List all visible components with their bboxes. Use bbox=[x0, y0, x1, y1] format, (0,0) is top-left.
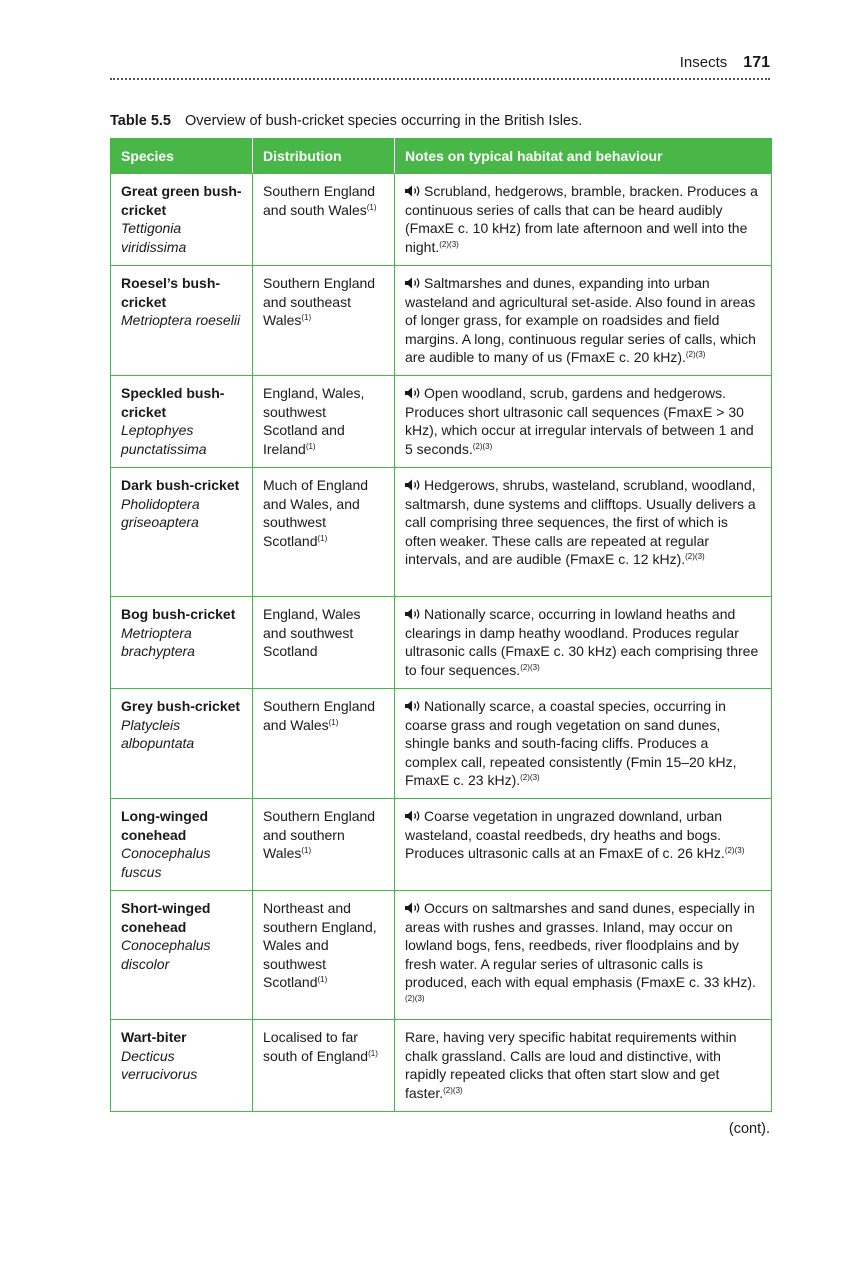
notes-text: Nationally scarce, occurring in lowland heaths and clearings in damp heathy woodland. Produces regular ultrasonic calls (FmaxE c. 30 kHz) each comprising three to four sequences. bbox=[405, 606, 759, 678]
section-title: Insects bbox=[679, 54, 728, 71]
notes-cell bbox=[395, 891, 772, 1020]
species-cell bbox=[111, 174, 253, 266]
distribution-text: Southern England and south Wales bbox=[263, 183, 376, 218]
distribution-text: Southern England and southeast Wales bbox=[263, 275, 376, 329]
common-name: Great green bush-cricket bbox=[121, 183, 242, 218]
common-name: Wart-biter bbox=[121, 1029, 187, 1045]
notes-text: Open woodland, scrub, gardens and hedgerows. Produces short ultrasonic call sequences (FmaxE > 30 kHz), which occur at irregular intervals of between 1 and 5 seconds. bbox=[405, 385, 754, 457]
notes-text: Coarse vegetation in ungrazed downland, urban wasteland, coastal reedbeds, dry heaths and bogs. Produces ultrasonic calls at an FmaxE of c. 26 kHz. bbox=[405, 808, 725, 862]
notes-cell bbox=[395, 376, 772, 468]
common-name: Short-winged conehead bbox=[121, 900, 211, 935]
latin-name: Decticus verrucivorus bbox=[121, 1047, 198, 1083]
notes-ref: (2)(3) bbox=[443, 1085, 463, 1095]
latin-name: Metrioptera brachyptera bbox=[121, 624, 195, 660]
latin-name: Tettigonia viridissima bbox=[121, 220, 187, 255]
distribution-text: Much of England and Wales, and southwest Scotland bbox=[263, 477, 369, 549]
speaker-icon bbox=[405, 902, 422, 914]
speaker-icon bbox=[405, 810, 422, 822]
species-cell bbox=[111, 891, 253, 1020]
distribution-text: England, Wales and southwest Scotland bbox=[263, 606, 361, 660]
notes-ref: (2)(3) bbox=[520, 773, 540, 783]
notes-text: Nationally scarce, a coastal species, occurring in coarse grass and rough vegetation on sand dunes, shingle banks and south-facing cliffs. Produces a complex call, repeated consistently (Fmin 15–20 kHz, FmaxE c. 23 kHz). bbox=[405, 698, 737, 789]
notes-cell bbox=[395, 174, 772, 266]
table-header-row bbox=[111, 139, 772, 174]
common-name: Grey bush-cricket bbox=[121, 698, 241, 714]
notes-ref: (2)(3) bbox=[439, 239, 459, 249]
notes-cell bbox=[395, 468, 772, 597]
notes-text: Saltmarshes and dunes, expanding into urban wasteland and agricultural set-aside. Also found in areas of longer grass, for example on roadsides and field margins. A long, continuous regular series of calls, which are audible to many of us (FmaxE c. 20 kHz). bbox=[405, 275, 756, 366]
speaker-icon bbox=[405, 387, 422, 399]
distribution-cell bbox=[253, 1020, 395, 1112]
table-row bbox=[111, 1020, 772, 1112]
latin-name: Conocephalus discolor bbox=[121, 937, 211, 972]
distribution-cell bbox=[253, 891, 395, 1020]
common-name: Speckled bush-cricket bbox=[121, 385, 225, 420]
col-header-species: Species bbox=[111, 139, 253, 174]
notes-ref: (2)(3) bbox=[724, 846, 745, 856]
distribution-text: Localised to far south of England bbox=[263, 1029, 369, 1064]
distribution-ref: (1) bbox=[305, 441, 316, 451]
latin-name: Pholidoptera griseoaptera bbox=[121, 495, 200, 531]
caption-label: Table 5.5 bbox=[110, 113, 171, 129]
distribution-ref: (1) bbox=[328, 717, 339, 727]
speaker-icon bbox=[405, 185, 422, 197]
distribution-ref: (1) bbox=[368, 1048, 378, 1058]
notes-text: Hedgerows, shrubs, wasteland, scrubland, woodland, saltmarsh, dune systems and clifftops. Usually delivers a call comprising three sequences, the first of which is often weaker. These calls are repeated at regular intervals, and are audible (FmaxE c. 12 kHz). bbox=[405, 477, 756, 568]
species-cell bbox=[111, 597, 253, 689]
species-cell bbox=[111, 376, 253, 468]
page-number: 171 bbox=[743, 54, 770, 71]
distribution-ref: (1) bbox=[301, 313, 312, 323]
speaker-icon bbox=[405, 700, 422, 712]
notes-text: Scrubland, hedgerows, bramble, bracken. Produces a continuous series of calls that can be heard audibly (FmaxE c. 10 kHz) from late afternoon and well into the night. bbox=[405, 183, 758, 255]
notes-cell bbox=[395, 799, 772, 891]
species-cell bbox=[111, 468, 253, 597]
distribution-text: Northeast and southern England, Wales and southwest Scotland bbox=[263, 900, 377, 991]
distribution-ref: (1) bbox=[317, 975, 328, 985]
distribution-cell bbox=[253, 799, 395, 891]
species-cell bbox=[111, 689, 253, 799]
notes-ref: (2)(3) bbox=[685, 350, 706, 360]
speaker-icon bbox=[405, 277, 422, 289]
notes-cell bbox=[395, 266, 772, 376]
caption-text: Overview of bush-cricket species occurring in the British Isles. bbox=[184, 113, 583, 129]
common-name: Dark bush-cricket bbox=[121, 477, 240, 493]
distribution-cell bbox=[253, 174, 395, 266]
table-row bbox=[111, 468, 772, 597]
table-row bbox=[111, 597, 772, 689]
distribution-text: Southern England and southern Wales bbox=[263, 808, 376, 862]
notes-ref: (2)(3) bbox=[520, 662, 540, 672]
distribution-ref: (1) bbox=[317, 533, 328, 543]
distribution-cell bbox=[253, 689, 395, 799]
speaker-icon bbox=[405, 608, 422, 620]
distribution-ref: (1) bbox=[366, 202, 377, 212]
common-name: Long-winged conehead bbox=[121, 808, 209, 843]
latin-name: Platycleis albopuntata bbox=[121, 716, 195, 752]
common-name: Roesel’s bush-cricket bbox=[121, 275, 221, 310]
notes-cell bbox=[395, 597, 772, 689]
notes-text: Rare, having very specific habitat requirements within chalk grassland. Calls are loud and distinctive, with rapidly repeated clicks that often start slow and get faster. bbox=[405, 1029, 737, 1101]
table-row bbox=[111, 174, 772, 266]
distribution-ref: (1) bbox=[301, 846, 312, 856]
table-row bbox=[111, 266, 772, 376]
col-header-distribution: Distribution bbox=[253, 139, 395, 174]
continued-label: (cont). bbox=[728, 1121, 770, 1137]
species-table bbox=[110, 138, 772, 1112]
distribution-cell bbox=[253, 266, 395, 376]
notes-ref: (2)(3) bbox=[405, 993, 425, 1003]
distribution-text: England, Wales, southwest Scotland and Ireland bbox=[263, 385, 365, 457]
distribution-cell bbox=[253, 468, 395, 597]
table-row bbox=[111, 891, 772, 1020]
species-cell bbox=[111, 1020, 253, 1112]
notes-text: Occurs on saltmarshes and sand dunes, especially in areas with rushes and grasses. Inland, may occur on lowland bogs, fens, reedbeds, river floodplains and by fresh water. A regular series of ultrasonic calls is produced, each with equal emphasis (FmaxE c. 33 kHz). bbox=[405, 900, 756, 991]
species-cell bbox=[111, 799, 253, 891]
speaker-icon bbox=[405, 479, 422, 491]
latin-name: Metrioptera roeselii bbox=[121, 312, 241, 329]
notes-cell bbox=[395, 1020, 772, 1112]
notes-cell bbox=[395, 689, 772, 799]
distribution-cell bbox=[253, 376, 395, 468]
common-name: Bog bush-cricket bbox=[121, 606, 236, 622]
table-row bbox=[111, 376, 772, 468]
running-head bbox=[110, 54, 770, 78]
notes-ref: (2)(3) bbox=[685, 552, 705, 562]
distribution-cell bbox=[253, 597, 395, 689]
notes-ref: (2)(3) bbox=[472, 441, 493, 451]
latin-name: Conocephalus fuscus bbox=[121, 845, 211, 880]
latin-name: Leptophyes punctatissima bbox=[121, 422, 207, 457]
species-cell bbox=[111, 266, 253, 376]
col-header-notes: Notes on typical habitat and behaviour bbox=[395, 139, 772, 174]
distribution-text: Southern England and Wales bbox=[263, 698, 376, 733]
table-row bbox=[111, 689, 772, 799]
dotted-rule bbox=[110, 78, 770, 80]
table-row bbox=[111, 799, 772, 891]
table-caption bbox=[110, 113, 770, 129]
